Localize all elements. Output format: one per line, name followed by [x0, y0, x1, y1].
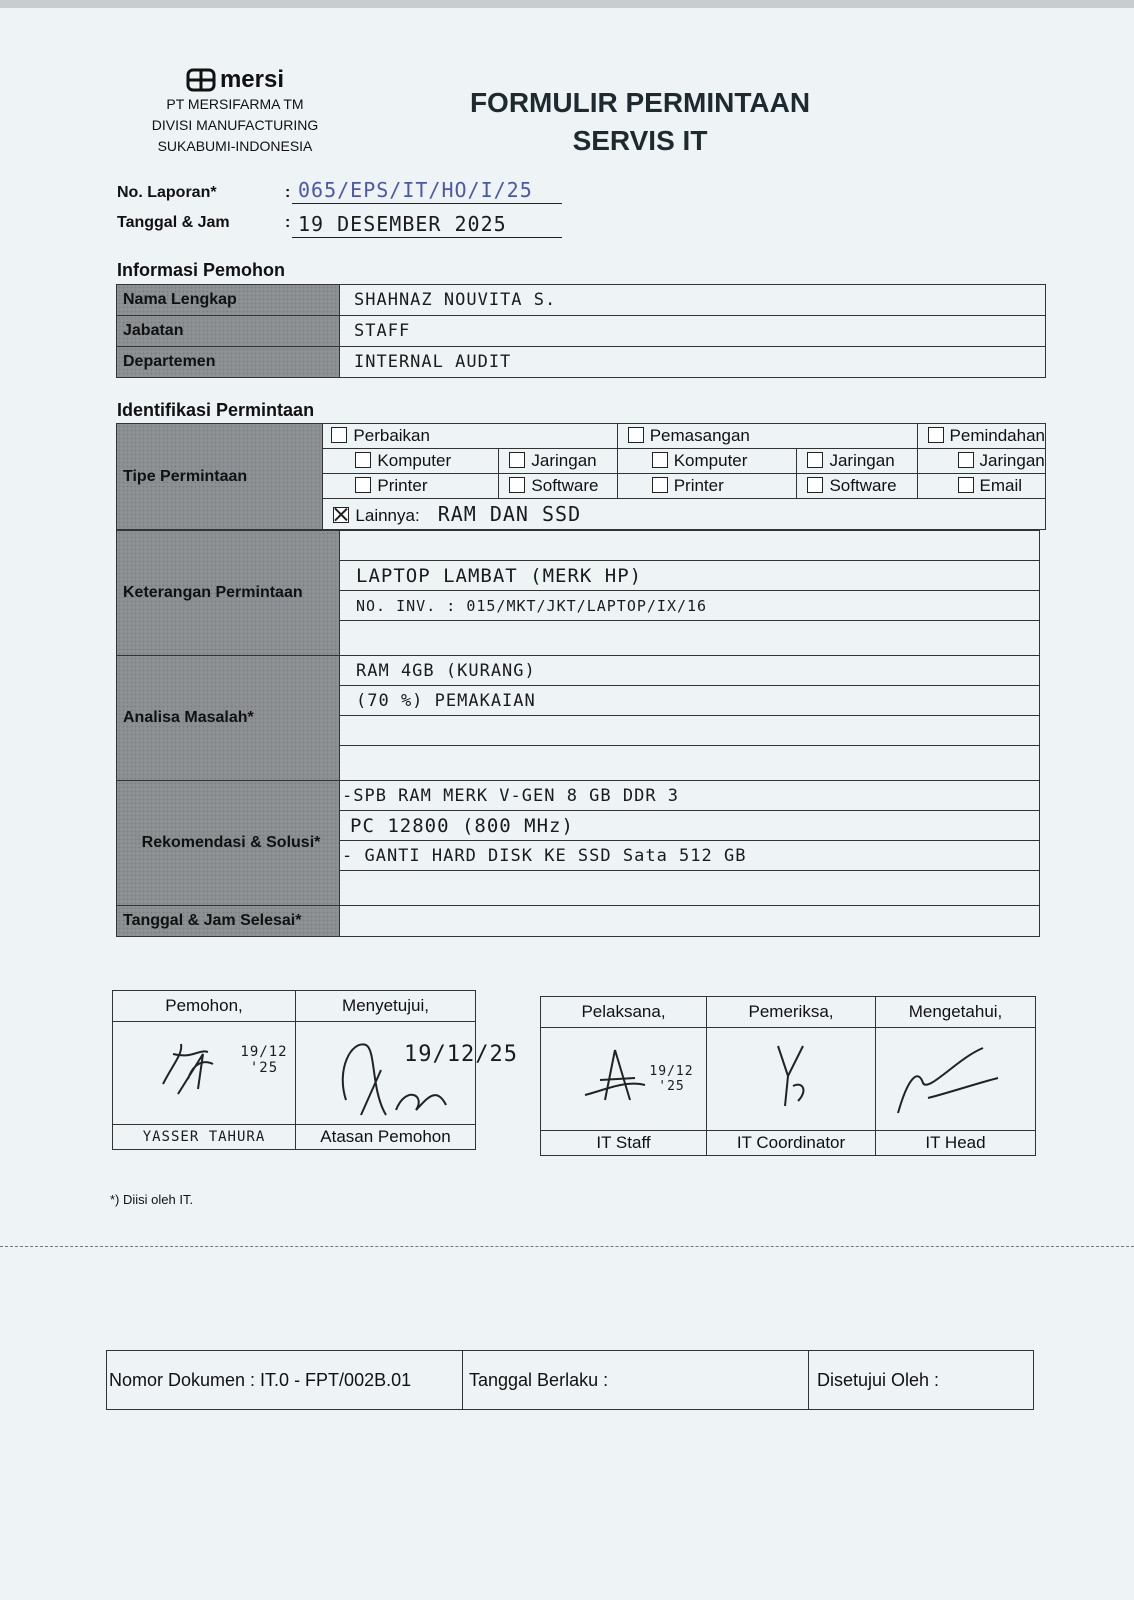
analysis-label: Analisa Masalah*	[117, 656, 340, 781]
checkbox-pemindahan[interactable]	[928, 427, 944, 443]
analysis-field[interactable]	[340, 656, 1040, 781]
division-name: DIVISI MANUFACTURING	[151, 117, 319, 133]
signature-icon	[763, 1036, 823, 1116]
text-line[interactable]: LAPTOP LAMBAT (MERK HP)	[340, 561, 1039, 591]
text-line[interactable]	[340, 871, 1039, 901]
recommendation-label: Rekomendasi & Solusi*	[117, 781, 340, 906]
request-type-table	[116, 423, 1046, 530]
section-title-request: Identifikasi Permintaan	[117, 400, 315, 420]
mersi-logo-icon	[186, 68, 216, 92]
option-label: Software	[531, 476, 599, 495]
signer-role: IT Head	[876, 1131, 1036, 1156]
signature-table-left	[112, 990, 518, 1150]
title-line-2: SERVIS IT	[572, 125, 708, 156]
signature-date: 19/12 '25	[649, 1064, 694, 1094]
signer-name: YASSER TAHURA	[113, 1125, 296, 1150]
checkbox[interactable]	[807, 452, 823, 468]
request-type-label: Tipe Permintaan	[117, 424, 323, 530]
colon: :	[285, 184, 291, 201]
option-pemasangan-printer[interactable]	[617, 474, 797, 499]
option-label: Jaringan	[829, 451, 895, 470]
description-label: Keterangan Permintaan	[117, 531, 340, 656]
position-field[interactable]: STAFF	[340, 316, 1046, 347]
checkbox[interactable]	[652, 452, 668, 468]
option-pemindahan-email[interactable]	[917, 474, 1045, 499]
title-line-1: FORMULIR PERMINTAAN	[469, 87, 811, 118]
option-perbaikan-software[interactable]	[499, 474, 617, 499]
checkbox[interactable]	[958, 452, 974, 468]
requester-label: Nama Lengkap	[117, 285, 340, 316]
checkbox-perbaikan[interactable]	[331, 427, 347, 443]
option-label: Perbaikan	[353, 426, 430, 445]
option-label: Jaringan	[531, 451, 597, 470]
request-detail-table	[116, 530, 1040, 937]
checkbox[interactable]	[355, 477, 371, 493]
requester-label: Jabatan	[117, 316, 340, 347]
text-line[interactable]: NO. INV. : 015/MKT/JKT/LAPTOP/IX/16	[340, 591, 1039, 621]
recommendation-field[interactable]	[340, 781, 1040, 906]
logo-text: mersi	[219, 66, 285, 93]
text-line[interactable]: - GANTI HARD DISK KE SSD Sata 512 GB	[340, 841, 1039, 871]
option-label: Jaringan	[979, 451, 1045, 470]
option-perbaikan[interactable]	[323, 424, 617, 449]
signature-date: 19/12/25	[404, 1042, 518, 1067]
signature-header: Pelaksana,	[541, 997, 707, 1028]
option-label: Komputer	[377, 451, 452, 470]
form-title	[440, 84, 840, 160]
document-footer	[106, 1350, 1034, 1410]
option-pemasangan-jaringan[interactable]	[797, 449, 917, 474]
text-line[interactable]	[340, 746, 1039, 776]
checkbox[interactable]	[958, 477, 974, 493]
signer-role: Atasan Pemohon	[296, 1125, 476, 1150]
option-perbaikan-printer[interactable]	[323, 474, 499, 499]
option-label: Software	[829, 476, 897, 495]
form-paper	[0, 8, 1134, 1600]
approver-signature	[296, 1022, 518, 1125]
document-number: Nomor Dokumen : IT.0 - FPT/002B.01	[107, 1351, 463, 1410]
option-label: Email	[979, 476, 1023, 495]
date-label: Tanggal & Jam	[117, 214, 230, 231]
option-label: Printer	[377, 476, 428, 495]
option-pemasangan-software[interactable]	[797, 474, 917, 499]
text-line[interactable]: -SPB RAM MERK V-GEN 8 GB DDR 3	[340, 781, 1039, 811]
checkbox[interactable]	[807, 477, 823, 493]
option-label: Komputer	[673, 451, 748, 470]
text-line[interactable]: RAM 4GB (KURANG)	[340, 656, 1039, 686]
section-title-requester: Informasi Pemohon	[117, 260, 286, 280]
department-field[interactable]: INTERNAL AUDIT	[340, 347, 1046, 378]
signature-header: Pemeriksa,	[707, 997, 876, 1028]
requester-row	[117, 347, 1046, 378]
option-perbaikan-komputer[interactable]	[323, 449, 499, 474]
option-label: Pemindahan	[949, 426, 1045, 445]
option-perbaikan-jaringan[interactable]	[499, 449, 617, 474]
it-coordinator-signature	[707, 1028, 876, 1131]
checkbox-pemasangan[interactable]	[628, 427, 644, 443]
text-line[interactable]	[340, 716, 1039, 746]
option-pemasangan-komputer[interactable]	[617, 449, 797, 474]
footnote: *) Diisi oleh IT.	[110, 1192, 194, 1207]
signature-icon	[888, 1038, 1008, 1118]
checkbox[interactable]	[509, 477, 525, 493]
text-line[interactable]: (70 %) PEMAKAIAN	[340, 686, 1039, 716]
date-value[interactable]: 19 DESEMBER 2025	[292, 212, 562, 238]
text-line[interactable]: PC 12800 (800 MHz)	[340, 811, 1039, 841]
option-pemindahan-jaringan[interactable]	[917, 449, 1045, 474]
checkbox[interactable]	[355, 452, 371, 468]
requester-row	[117, 316, 1046, 347]
other-value-field[interactable]: RAM DAN SSD	[437, 502, 582, 526]
it-head-signature	[876, 1028, 1036, 1131]
requester-label: Departemen	[117, 347, 340, 378]
completion-field[interactable]	[340, 906, 1040, 937]
option-pemindahan[interactable]	[917, 424, 1045, 449]
it-staff-signature	[541, 1028, 707, 1131]
description-field[interactable]	[340, 531, 1040, 656]
checkbox-lainnya-checked[interactable]	[333, 507, 349, 523]
effective-date: Tanggal Berlaku :	[463, 1351, 809, 1410]
option-label: Printer	[673, 476, 724, 495]
signer-role: IT Staff	[541, 1131, 707, 1156]
report-no-label: No. Laporan*	[117, 184, 217, 201]
approved-by: Disetujui Oleh :	[809, 1351, 1034, 1410]
text-line[interactable]	[340, 621, 1039, 651]
checkbox[interactable]	[509, 452, 525, 468]
signature-table-right	[540, 996, 1036, 1156]
requester-signature	[113, 1022, 296, 1125]
colon: :	[285, 214, 291, 231]
signature-header: Pemohon,	[113, 991, 296, 1022]
report-no-value[interactable]: 065/EPS/IT/HO/I/25	[292, 178, 562, 204]
company-name: PT MERSIFARMA TM	[166, 96, 304, 112]
option-pemasangan[interactable]	[617, 424, 917, 449]
option-label: Lainnya:	[355, 506, 420, 525]
signature-header: Mengetahui,	[876, 997, 1036, 1028]
signature-header: Menyetujui,	[296, 991, 476, 1022]
signature-date: 19/12 '25	[240, 1044, 288, 1076]
option-lainnya[interactable]	[323, 499, 1046, 530]
checkbox[interactable]	[652, 477, 668, 493]
company-logo	[130, 66, 340, 157]
text-line[interactable]	[340, 531, 1039, 561]
option-label: Pemasangan	[649, 426, 750, 445]
completion-label: Tanggal & Jam Selesai*	[117, 906, 340, 937]
requester-table	[116, 284, 1046, 378]
location: SUKABUMI-INDONESIA	[157, 138, 313, 154]
requester-row	[117, 285, 1046, 316]
cut-line-divider	[0, 1246, 1134, 1247]
signer-role: IT Coordinator	[707, 1131, 876, 1156]
full-name-field[interactable]: SHAHNAZ NOUVITA S.	[340, 285, 1046, 316]
